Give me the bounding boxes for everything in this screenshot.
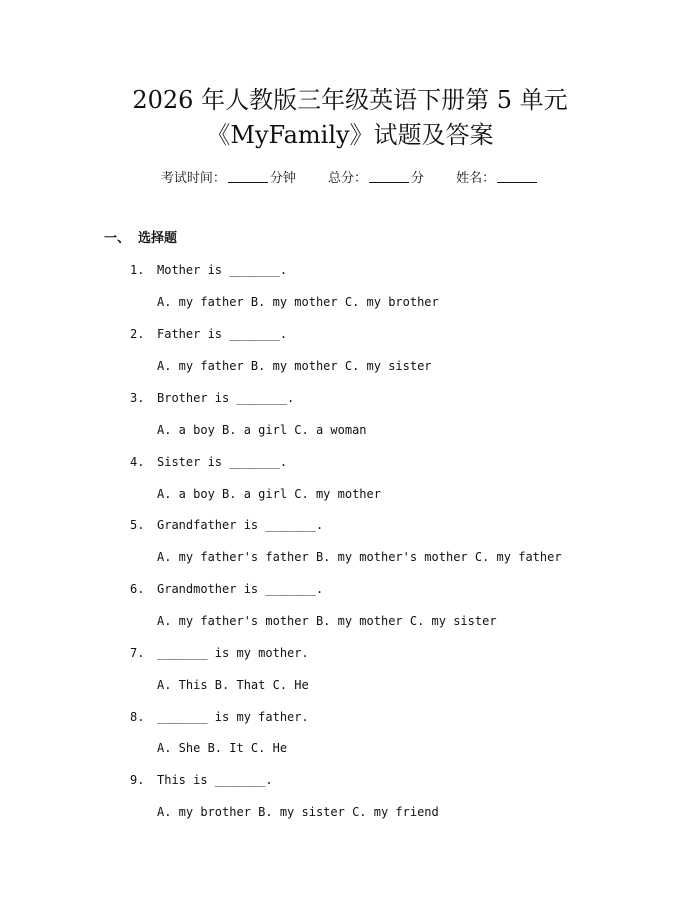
question-number: 8. (130, 710, 145, 724)
question-number: 5. (130, 518, 145, 532)
question-text: Sister is _______. (157, 455, 288, 469)
section-heading (104, 229, 177, 249)
student-name-blank[interactable] (497, 168, 537, 183)
student-name-label: 姓名： (456, 171, 496, 186)
total-score-unit: 分 (411, 171, 425, 186)
exam-info-bar (0, 168, 700, 189)
question-text: _______ is my mother. (157, 646, 309, 660)
question-item (130, 453, 287, 471)
exam-time-unit: 分钟 (269, 171, 296, 186)
exam-title-line-1: 2026 年人教版三年级英语下册第 5 单元 (132, 86, 568, 114)
exam-time-blank[interactable] (228, 168, 268, 183)
exam-time-label: 考试时间： (160, 171, 226, 186)
question-options: A. This B. That C. He (157, 678, 309, 692)
question-item (130, 261, 287, 279)
question-item (130, 516, 323, 534)
question-options: A. She B. It C. He (157, 741, 288, 755)
student-name-field (456, 168, 539, 189)
question-options: A. my brother B. my sister C. my friend (157, 805, 439, 819)
question-text: Father is _______. (157, 327, 288, 341)
question-options: A. my father's mother B. my mother C. my sister (157, 614, 497, 628)
question-number: 2. (130, 327, 145, 341)
question-options: A. a boy B. a girl C. a woman (157, 423, 367, 437)
question-item (130, 644, 309, 662)
total-score-field (328, 168, 424, 189)
question-options: A. my father B. my mother C. my sister (157, 359, 432, 373)
question-options: A. my father's father B. my mother's mother C. my father (157, 550, 562, 564)
section-title: 选择题 (138, 231, 178, 246)
exam-time-field (161, 168, 296, 189)
question-text: Grandmother is _______. (157, 582, 324, 596)
question-number: 4. (130, 455, 145, 469)
total-score-label: 总分： (327, 171, 367, 186)
question-options: A. my father B. my mother C. my brother (157, 295, 439, 309)
question-options: A. a boy B. a girl C. my mother (157, 487, 381, 501)
question-number: 7. (130, 646, 145, 660)
question-item (130, 771, 273, 789)
total-score-blank[interactable] (369, 168, 409, 183)
question-item (130, 580, 323, 598)
question-item (130, 325, 287, 343)
section-number: 一、 (104, 231, 131, 246)
question-text: _______ is my father. (157, 710, 309, 724)
exam-title-line-2: 《MyFamily》试题及答案 (206, 121, 494, 149)
question-text: Mother is _______. (157, 263, 288, 277)
question-number: 1. (130, 263, 145, 277)
question-text: This is _______. (157, 773, 273, 787)
question-number: 3. (130, 391, 145, 405)
question-number: 6. (130, 582, 145, 596)
question-text: Brother is _______. (157, 391, 295, 405)
question-item (130, 708, 309, 726)
question-item (130, 389, 294, 407)
question-number: 9. (130, 773, 145, 787)
question-text: Grandfather is _______. (157, 518, 324, 532)
